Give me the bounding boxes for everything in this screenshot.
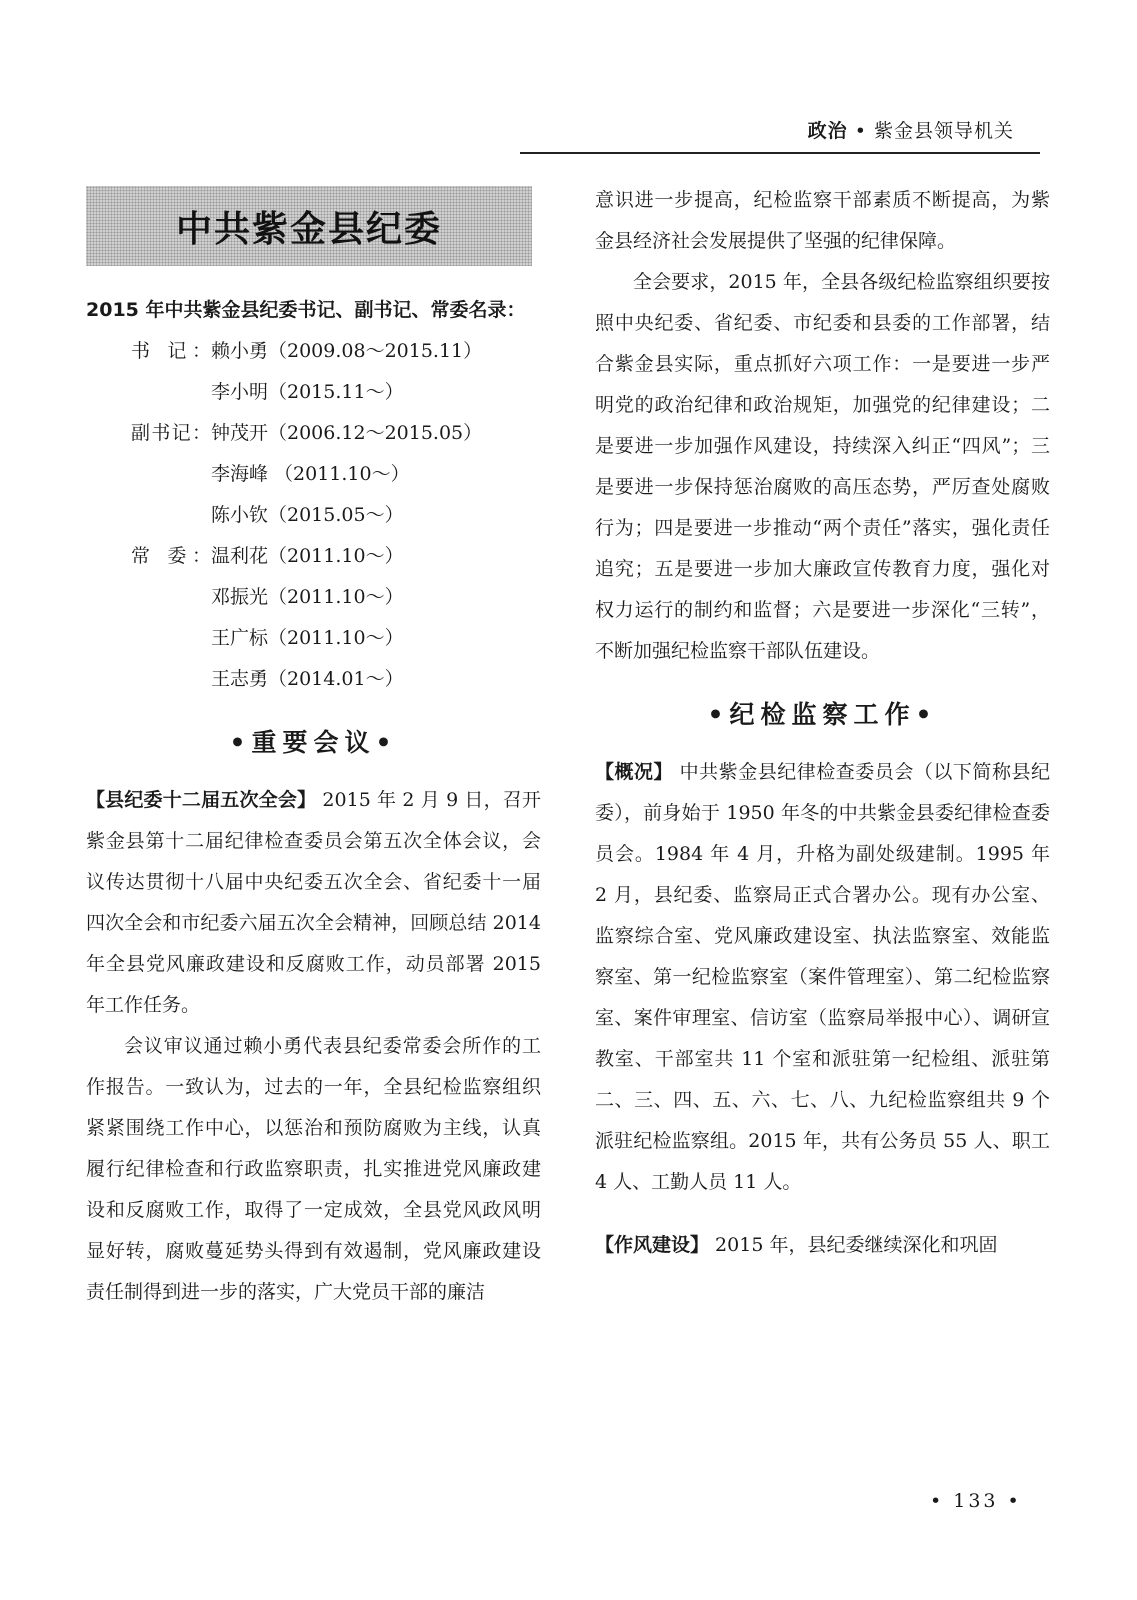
style-entry bbox=[595, 1225, 1050, 1266]
roster-row bbox=[86, 618, 541, 659]
meeting-entry bbox=[86, 780, 541, 1026]
entry-text: 2015 年 2 月 9 日，召开紫金县第十二届纪律检查委员会第五次全体会议，会议传达贯彻十八届中央纪委五次全会、省纪委十一届四次全会和市纪委六届五次全会精神，回顾总结 2014 年全县党风廉政建设和反腐败工作，动员部署 2015 年工作任务。 bbox=[86, 789, 541, 1016]
roster-member: 李海峰 （2011.10～） bbox=[211, 463, 410, 485]
roster-member: 王广标（2011.10～） bbox=[211, 627, 404, 649]
roster-group-deputy bbox=[86, 413, 541, 536]
roster-row bbox=[86, 372, 541, 413]
header-section: 政治 bbox=[807, 120, 848, 142]
overview-text: 中共紫金县纪律检查委员会（以下简称县纪委），前身始于 1950 年冬的中共紫金县委纪律检查委员会。1984 年 4 月，升格为副处级建制。1995 年 2 月，县纪委、监察局正式合署办公。现有办公室、监察综合室、党风廉政建设室、执法监察室、效能监察室、第一纪检监察室（案件管理室）、第二纪检监察室、案件审理室、信访室（监察局举报中心）、调研宣教室、干部室共 11 个室和派驻第一纪检组、派驻第二、三、四、五、六、七、八、九纪检监察组共 9 个派驻纪检监察组。2015 年，共有公务员 55 人、职工 4 人、工勤人员 11 人。 bbox=[595, 761, 1050, 1193]
roster-row bbox=[86, 331, 541, 372]
roster-member: 李小明（2015.11～） bbox=[211, 381, 404, 403]
style-tag: 【作风建设】 bbox=[595, 1234, 710, 1256]
roster-row bbox=[86, 413, 541, 454]
continued-paragraph: 意识进一步提高，纪检监察干部素质不断提高，为紫金县经济社会发展提供了坚强的纪律保障。 bbox=[595, 189, 1050, 252]
roster-role: 书 记： bbox=[131, 340, 211, 362]
page-title: 中共紫金县纪委 bbox=[175, 208, 442, 250]
roster-row bbox=[86, 577, 541, 618]
roster-row bbox=[86, 495, 541, 536]
roster-member: 陈小钦（2015.05～） bbox=[211, 504, 404, 526]
roster-member: 温利花（2011.10～） bbox=[211, 545, 404, 567]
roster-row bbox=[86, 454, 541, 495]
roster-member: 邓振光（2011.10～） bbox=[211, 586, 404, 608]
roster-member: 赖小勇（2009.08～2015.11） bbox=[211, 340, 483, 362]
overview-tag: 【概况】 bbox=[595, 761, 674, 783]
header-text bbox=[808, 116, 1014, 143]
roster-member: 王志勇（2014.01～） bbox=[211, 668, 404, 690]
roster-row bbox=[86, 659, 541, 700]
right-column bbox=[595, 180, 1050, 1266]
roster-heading: 2015 年中共紫金县纪委书记、副书记、常委名录： bbox=[86, 299, 526, 321]
running-header bbox=[520, 112, 1040, 154]
roster-role: 常 委： bbox=[131, 545, 211, 567]
overview-entry bbox=[595, 752, 1050, 1203]
section-heading-discipline: •纪检监察工作• bbox=[707, 700, 938, 729]
title-banner bbox=[86, 186, 532, 266]
style-text: 2015 年，县纪委继续深化和巩固 bbox=[709, 1234, 998, 1256]
roster-row bbox=[86, 536, 541, 577]
meeting-paragraph: 会议审议通过赖小勇代表县纪委常委会所作的工作报告。一致认为，过去的一年，全县纪检监察组织紧紧围绕工作中心，以惩治和预防腐败为主线，认真履行纪律检查和行政监察职责，扎实推进党风廉政建设和反腐败工作，取得了一定成效，全县党风政风明显好转，腐败蔓延势头得到有效遏制，党风廉政建设责任制得到进一步的落实，广大党员干部的廉洁 bbox=[86, 1035, 541, 1303]
page-number: • 133 • bbox=[930, 1490, 1022, 1512]
roster-group-standing bbox=[86, 536, 541, 700]
header-separator: • bbox=[854, 120, 867, 142]
requirements-paragraph: 全会要求，2015 年，全县各级纪检监察组织要按照中央纪委、省纪委、市纪委和县委的工作部署，结合紫金县实际，重点抓好六项工作：一是要进一步严明党的政治纪律和政治规矩，加强党的纪律建设；二是要进一步加强作风建设，持续深入纠正“四风”；三是要进一步保持惩治腐败的高压态势，严厉查处腐败行为；四是要进一步推动“两个责任”落实，强化责任追究；五是要进一步加大廉政宣传教育力度，强化对权力运行的制约和监督；六是要进一步深化“三转”，不断加强纪检监察干部队伍建设。 bbox=[595, 271, 1050, 662]
roster-group-secretary bbox=[86, 331, 541, 413]
left-column bbox=[86, 290, 541, 1313]
roster-role: 副书记： bbox=[131, 422, 211, 444]
section-heading-meetings: •重要会议• bbox=[229, 728, 398, 757]
header-subsection: 紫金县领导机关 bbox=[873, 120, 1014, 142]
roster-member: 钟茂开（2006.12～2015.05） bbox=[211, 422, 483, 444]
entry-tag: 【县纪委十二届五次全会】 bbox=[86, 789, 317, 811]
